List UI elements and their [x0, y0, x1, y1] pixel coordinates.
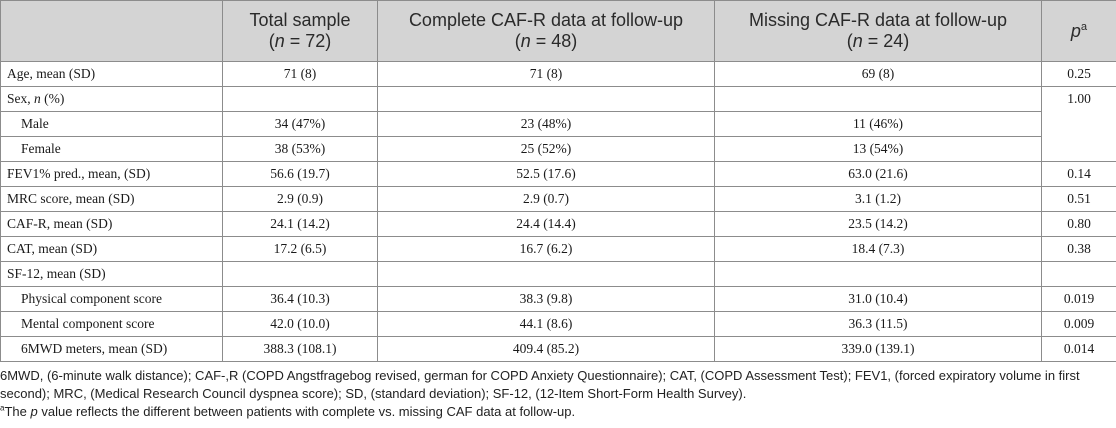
header-total-title: Total sample	[249, 10, 351, 30]
header-row	[1, 1, 1116, 62]
table-row: CAT, mean (SD) 17.2 (6.5) 16.7 (6.2) 18.4 (7.3) 0.38	[1, 237, 1116, 262]
table-row: MRC score, mean (SD) 2.9 (0.9) 2.9 (0.7) 3.1 (1.2) 0.51	[1, 187, 1116, 212]
table-row: Female 38 (53%) 25 (52%) 13 (54%)	[1, 137, 1116, 162]
header-missing-cafr: Missing CAF-R data at follow-up (n = 24)	[715, 1, 1042, 62]
table-footnotes	[0, 367, 1116, 421]
table-row: Age, mean (SD) 71 (8) 71 (8) 69 (8) 0.25	[1, 62, 1116, 87]
header-p-value: $p^a$	[1042, 1, 1116, 62]
p-value-footnote: $^a$The p value reflects the different between patients with complete vs. missing CAF data at follow-up.	[0, 403, 576, 419]
header-complete-title: Complete CAF-R data at follow-up	[408, 10, 684, 30]
header-total-sample: Total sample (n = 72)	[223, 1, 378, 62]
table-row: FEV1% pred., mean, (SD) 56.6 (19.7) 52.5 (17.6) 63.0 (21.6) 0.14	[1, 162, 1116, 187]
header-missing-title: Missing CAF-R data at follow-up	[748, 10, 1008, 30]
table-row: Male 34 (47%) 23 (48%) 11 (46%)	[1, 112, 1116, 137]
header-blank	[1, 1, 223, 62]
table-row: Sex, n (%) 1.00	[1, 87, 1116, 112]
table-row: 6MWD meters, mean (SD) 388.3 (108.1) 409.4 (85.2) 339.0 (139.1) 0.014	[1, 337, 1116, 362]
header-complete-cafr: Complete CAF-R data at follow-up (n = 48)	[378, 1, 715, 62]
table-row: Physical component score 36.4 (10.3) 38.3 (9.8) 31.0 (10.4) 0.019	[1, 287, 1116, 312]
table-row: Mental component score 42.0 (10.0) 44.1 (8.6) 36.3 (11.5) 0.009	[1, 312, 1116, 337]
abbreviations-note: 6MWD, (6-minute walk distance); CAF-,R (COPD Angstfragebog revised, german for COPD Anxiety Questionnaire); CAT, (COPD Assessment Test); FEV1, (forced expiratory volume in first second); MRC, (Medical Research Council dyspnea score); SD, (standard deviation); SF-12, (12-Item Short-Form Health Survey).	[0, 368, 1080, 401]
table-row: SF-12, mean (SD)	[1, 262, 1116, 287]
table-row: CAF-R, mean (SD) 24.1 (14.2) 24.4 (14.4) 23.5 (14.2) 0.80	[1, 212, 1116, 237]
